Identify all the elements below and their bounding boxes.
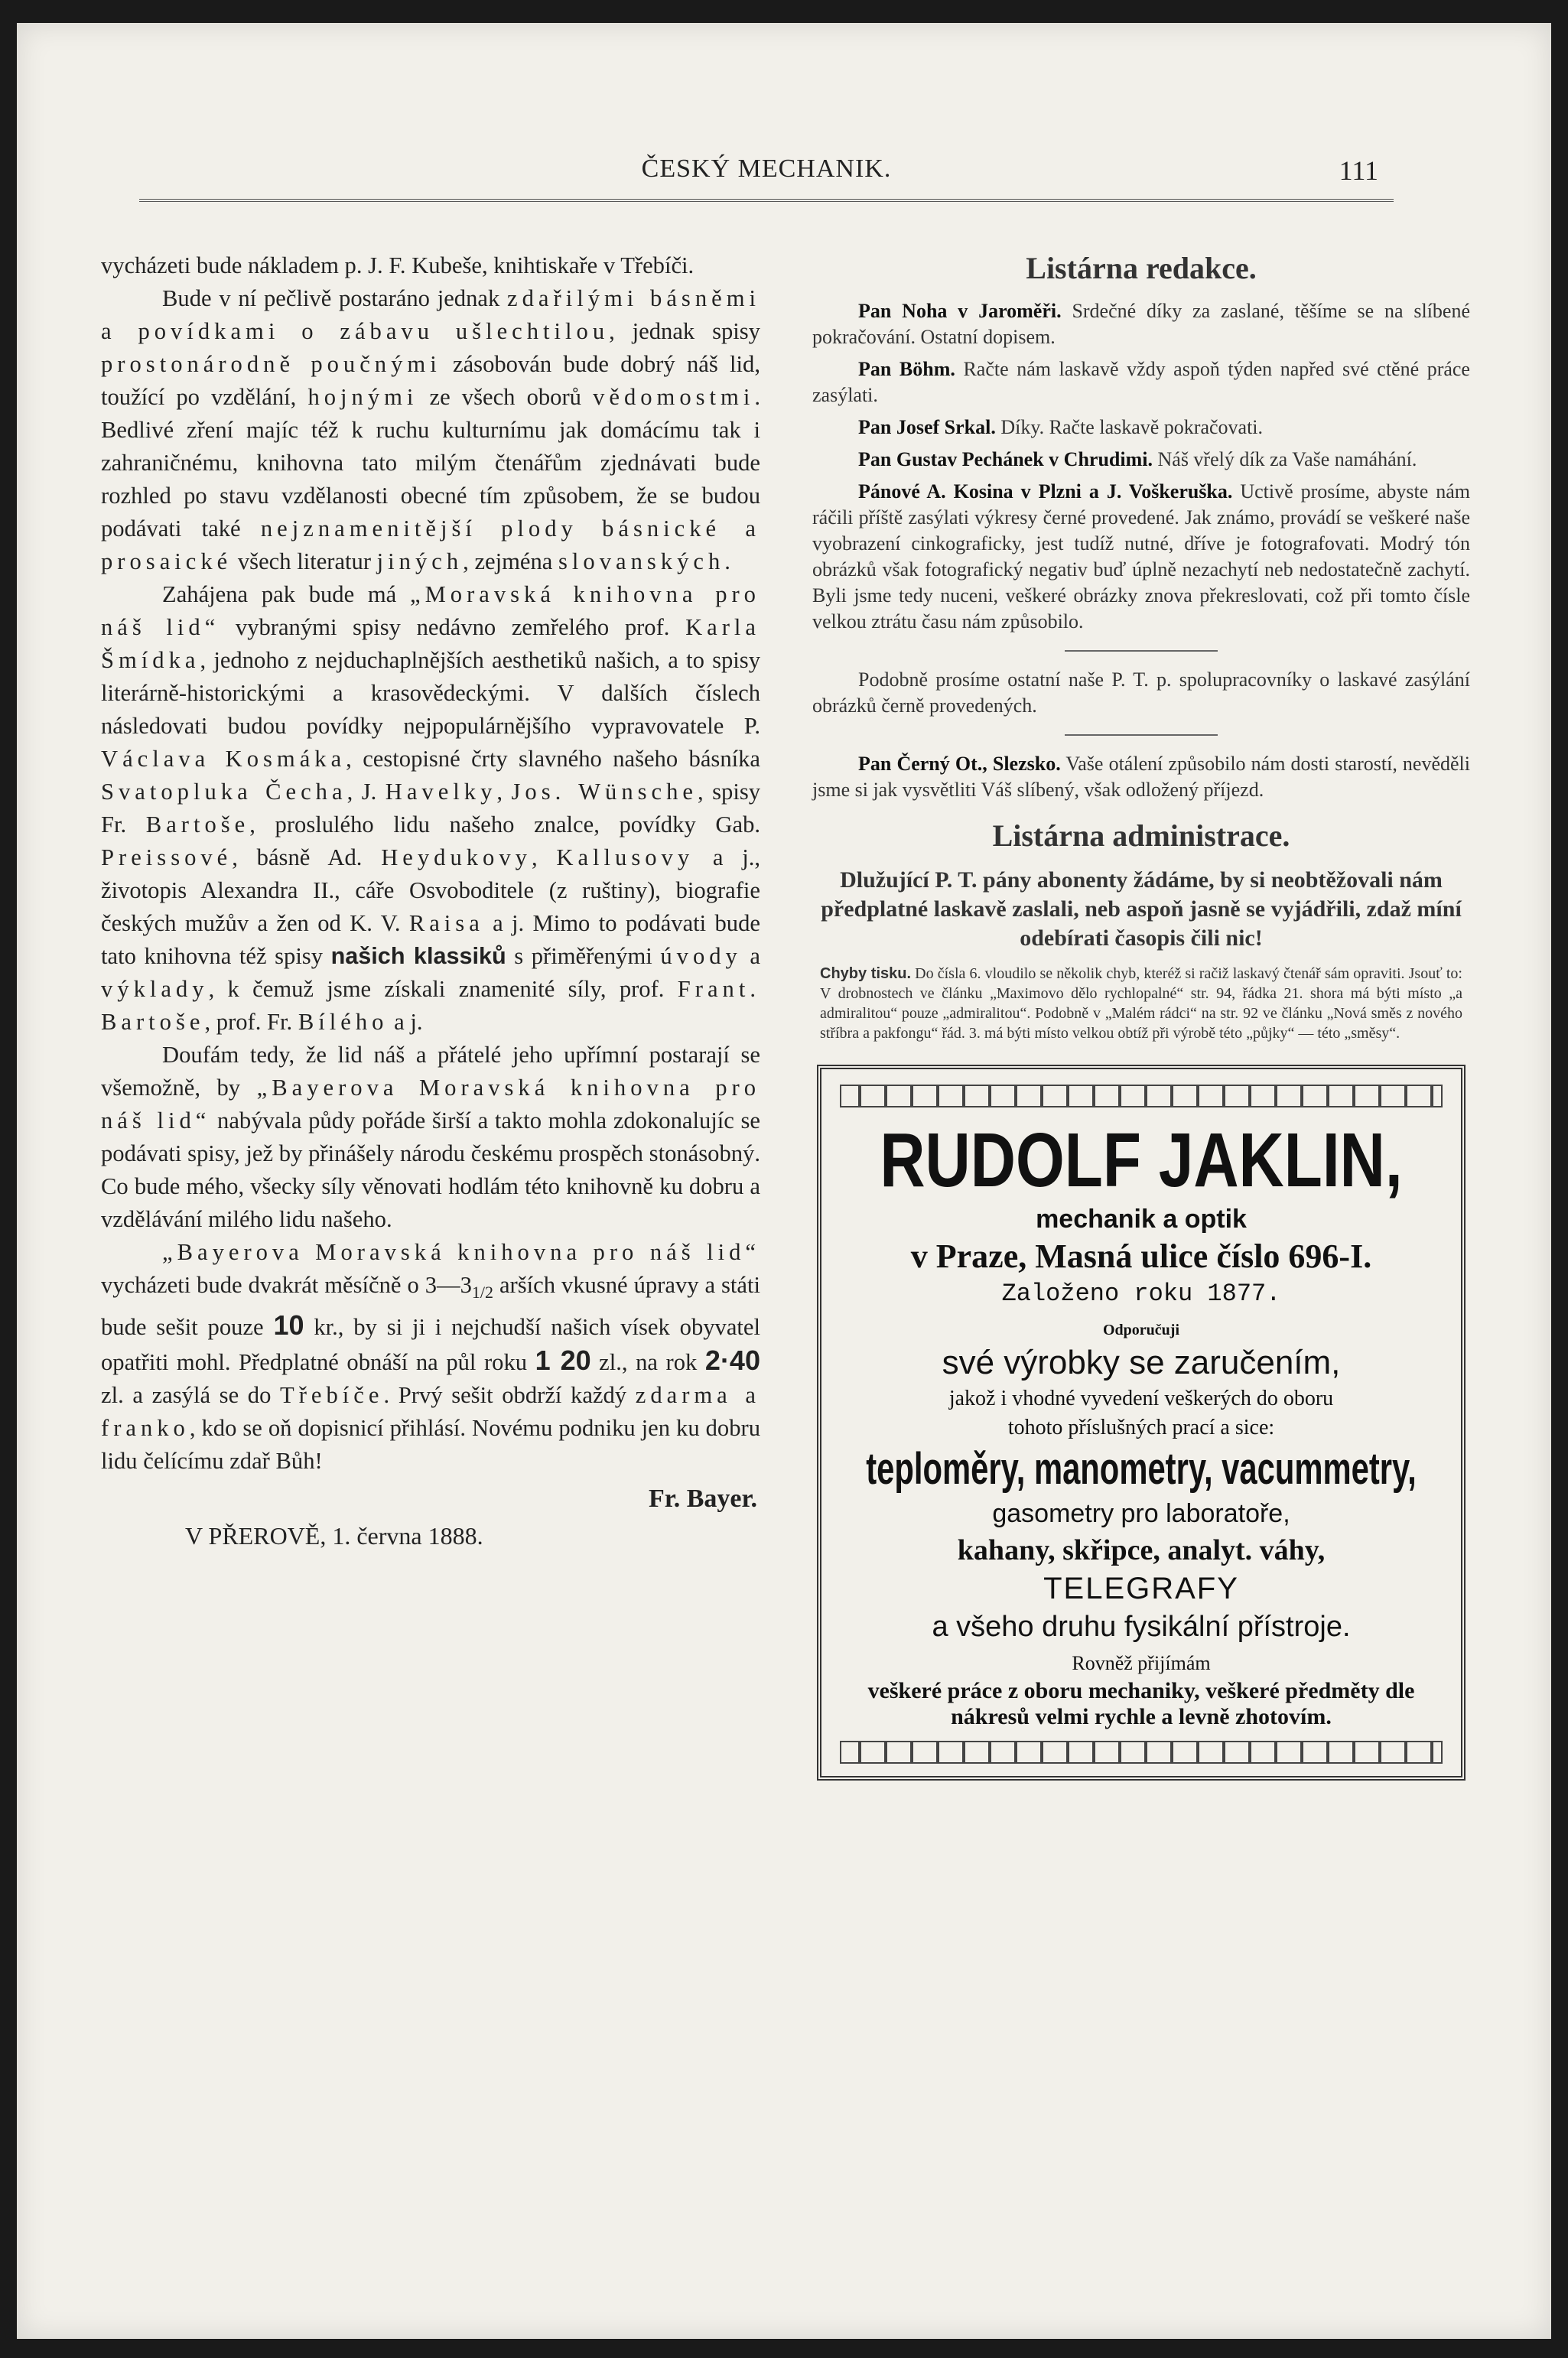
- ad-final-text: veškeré práce z oboru mechaniky, veškeré předměty dle nákresů velmi rychle a levně zhotovím.: [867, 1678, 1415, 1729]
- ad-guarantee: své výrobky se zaručením,: [942, 1344, 1341, 1381]
- ornamental-border: [840, 1741, 1443, 1764]
- right-column: [812, 249, 1470, 1781]
- ad-instruments: kahany, skřipce, analyt. váhy,: [957, 1534, 1326, 1566]
- jaklin-advertisement: [817, 1065, 1466, 1781]
- dateline: V PŘEROVĚ, 1. června 1888.: [185, 1522, 483, 1550]
- article-paragraph: Bude v ní pečlivě postaráno jednak zdařilými básněmi a povídkami o zábavu ušlechtilou, jednak spisy prostonárodně poučnými zásobován bude dobrý náš lid, toužící po vzdělání, hojnými ze všech oborů vědomostmi. Bedlivé zření majíc též k ruchu kulturnímu jak domácímu tak i zahraničnému, knihovna tato milým čtenářům zjednávati bude rozhled po stavu vzdělanosti obecné tím způsobem, že se budou podávati také nejznamenitější plody básnické a prosaické všech literatur jiných, zejména slovanských.: [101, 285, 760, 574]
- administration-notice: Dlužující P. T. pány abonenty žádáme, by si neobtěžovali nám předplatné laskavě zaslali, neb aspoň jasně se vyjádřili, zdaž míní odebírati časopis čili nic!: [821, 867, 1462, 951]
- ad-recommends: Odporučuji: [1102, 1322, 1180, 1338]
- ad-accept: Rovněž přijímám: [1072, 1652, 1211, 1674]
- letter-entry: Pan Böhm. Račte nám laskavě vždy aspoň týden napřed své ctěné práce zasýlati.: [812, 358, 1470, 406]
- ad-line: jakož i vhodné vyvedení veškerých do oboru: [948, 1387, 1334, 1410]
- page: [17, 23, 1551, 2339]
- ornamental-border: [840, 1085, 1443, 1107]
- ad-established: Založeno roku 1877.: [1001, 1280, 1281, 1308]
- letter-entry: Pan Noha v Jaroměři. Srdečné díky za zaslané, těšíme se na slíbené pokračování. Ostatní dopisem.: [812, 300, 1470, 348]
- ad-line: tohoto příslušných prací a sice:: [1007, 1416, 1275, 1439]
- running-title: ČESKÝ MECHANIK.: [641, 154, 892, 183]
- page-header: [139, 153, 1394, 202]
- ad-products: teploměry, manometry, vacummetry,: [866, 1444, 1417, 1494]
- main-article: [101, 249, 760, 1553]
- letter-entry: Pan Černý Ot., Slezsko. Vaše otálení způsobilo nám dosti starostí, nevěděli jsme si jak vysvětliti Váš slíbený, však odložený příjezd.: [812, 753, 1471, 801]
- letter-entry: Pan Josef Srkal. Díky. Račte laskavě pokračovati.: [858, 416, 1264, 438]
- ad-telegraphs: TELEGRAFY: [1043, 1572, 1239, 1605]
- article-paragraph: Doufám tedy, že lid náš a přátelé jeho upřímní postarají se všemožně, by „Bayerova Moravská knihovna pro náš lid“ nabývala půdy pořáde širší a takto mohla zdokonalujíc se podávati spisy, jež by přinášely národu českému prospěch stonásobný. Co bude mého, všecky síly věnovati hodlám této knihovně ku dobru a vzdělávání milého lidu našeho.: [101, 1042, 761, 1232]
- ad-address: v Praze, Masná ulice číslo 696-I.: [910, 1238, 1372, 1275]
- ad-profession: mechanik a optik: [1036, 1205, 1247, 1234]
- listarna-redakce-title: Listárna redakce.: [1026, 251, 1257, 285]
- letter-entry: Podobně prosíme ostatní naše P. T. p. spolupracovníky o laskavé zasýlání obrázků černě provedených.: [812, 668, 1470, 717]
- ad-gasometers: gasometry pro laboratoře,: [992, 1499, 1290, 1528]
- page-number: 111: [1339, 155, 1378, 186]
- errata: Chyby tisku. Do čísla 6. vloudilo se několik chyb, kteréž si račiž laskavý čtenář sám opraviti. Jsouť to: V drobnostech ve článku „Maximovo dělo rychlopalné“ str. 94, řádka 21. shora má býti místo „a admiralitou“ pouze „admiralitou“. Podobně v „Malém rádci“ na str. 92 ve článku „Nová směs z nového stříbra a pakfongu“ řád. 3. má býti místo velkou obtíž při výrobě této „půjky“ — této „směsy“.: [820, 965, 1462, 1042]
- article-paragraph: vycházeti bude nákladem p. J. F. Kubeše, knihtiskaře v Třebíči.: [101, 252, 695, 278]
- article-paragraph: Zahájena pak bude má „Moravská knihovna pro náš lid“ vybranými spisy nedávno zemřelého prof. Karla Šmídka, jednoho z nejduchaplnějších aesthetiků našich, a to spisy literárně-historickými a krasovědeckými. V dalších číslech následovati budou povídky nejpopulárnějšího vypravovatele P. Václava Kosmáka, cestopisné črty slavného našeho básníka Svatopluka Čecha, J. Havelky, Jos. Wünsche, spisy Fr. Bartoše, proslulého lidu našeho znalce, povídky Gab. Preissové, básně Ad. Heydukovy, Kallusovy a j., životopis Alexandra II., cáře Osvoboditele (z ruštiny), biografie českých mužův a žen od K. V. Raisa a j. Mimo to podávati bude tato knihovna též spisy našich klassiků s přiměřenými úvody a výklady, k čemuž jsme získali znamenité síly, prof. Frant. Bartoše, prof. Fr. Bílého a j.: [101, 581, 761, 1035]
- letter-entry: Pan Gustav Pechánek v Chrudimi. Náš vřelý dík za Vaše namáhání.: [858, 448, 1417, 470]
- ad-physics-instruments: a všeho druhu fysikální přístroje.: [932, 1611, 1351, 1643]
- divider: [1065, 650, 1218, 652]
- listarna-administrace-title: Listárna administrace.: [992, 818, 1290, 853]
- ad-company-name: RUDOLF JAKLIN,: [880, 1117, 1403, 1203]
- divider: [1065, 734, 1218, 736]
- article-paragraph: „Bayerova Moravská knihovna pro náš lid“ vycházeti bude dvakrát měsíčně o $3—3_{1/2}$ arších vkusné úpravy a státi bude sešit pouze 10 kr., by si ji i nejchudší našich vísek obyvatel opatřiti mohl. Předplatné obnáší na půl roku 1 20 zl., na rok 2·40 zl. a zasýlá se do Třebíče. Prvý sešit obdrží každý zdarma a franko, kdo se oň dopisnicí přihlásí. Novému podniku jen ku dobru lidu čelícímu zdař Bůh!: [101, 1239, 760, 1475]
- signature: Fr. Bayer.: [649, 1485, 757, 1514]
- letter-entry: Pánové A. Kosina v Plzni a J. Voškeruška. Uctivě prosíme, abyste nám ráčili příště zasýlati výkresy černé provedené. Jak známo, provádí se veškeré naše vyobrazení cinkograficky, jest tudíž nutné, dříve je fotografovati. Modrý tón obrázků však fotografický negativ buď úplně nezachytí neb nedostatečně zachytí. Byli jsme tedy nuceni, veškeré obrázky znova překreslovati, což při tomto čísle velkou ztrátu času nám způsobilo.: [812, 480, 1470, 633]
